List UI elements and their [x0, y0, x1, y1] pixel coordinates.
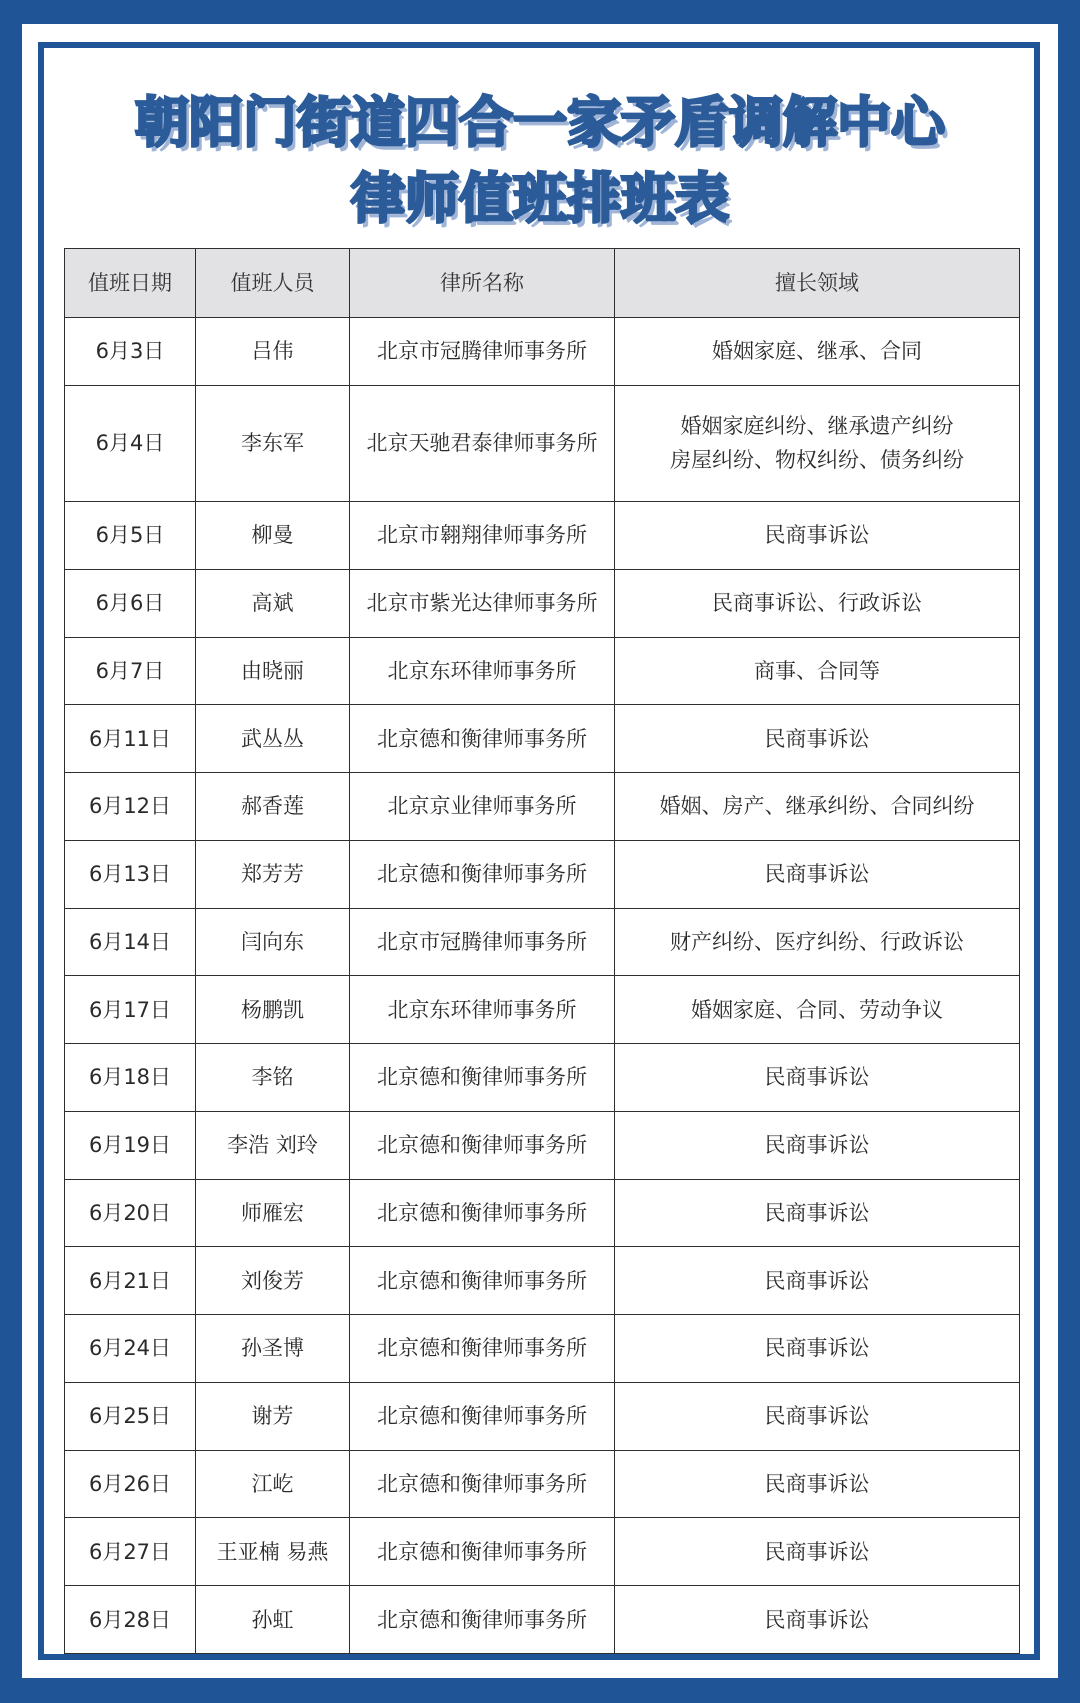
person-cell: 柳曼	[196, 502, 350, 570]
specialty-cell	[615, 1518, 1020, 1586]
specialty-cell	[615, 773, 1020, 841]
date-cell: 6月3日	[65, 318, 196, 386]
person-cell: 吕伟	[196, 318, 350, 386]
specialty-cell	[615, 1382, 1020, 1450]
specialty-line: 商事、合同等	[754, 658, 880, 683]
table-row	[65, 1450, 1020, 1518]
table-row	[65, 976, 1020, 1044]
table-row	[65, 1382, 1020, 1450]
table-row	[65, 318, 1020, 386]
person-cell: 江屹	[196, 1450, 350, 1518]
specialty-cell	[615, 318, 1020, 386]
firm-cell: 北京德和衡律师事务所	[350, 1518, 615, 1586]
date-cell: 6月12日	[65, 773, 196, 841]
person-cell: 高斌	[196, 569, 350, 637]
firm-cell: 北京德和衡律师事务所	[350, 705, 615, 773]
firm-cell: 北京天驰君泰律师事务所	[350, 385, 615, 501]
specialty-line: 民商事诉讼	[764, 1404, 870, 1429]
specialty-line: 民商事诉讼	[764, 1200, 870, 1225]
firm-cell: 北京德和衡律师事务所	[350, 1586, 615, 1654]
date-cell: 6月26日	[65, 1450, 196, 1518]
firm-cell: 北京德和衡律师事务所	[350, 1450, 615, 1518]
table-body	[65, 318, 1020, 1654]
specialty-cell	[615, 1179, 1020, 1247]
specialty-line: 民商事诉讼	[764, 523, 870, 548]
person-cell: 郑芳芳	[196, 840, 350, 908]
specialty-cell	[615, 908, 1020, 976]
specialty-cell	[615, 1450, 1020, 1518]
date-cell: 6月6日	[65, 569, 196, 637]
firm-cell: 北京东环律师事务所	[350, 976, 615, 1044]
date-cell: 6月13日	[65, 840, 196, 908]
specialty-line: 房屋纠纷、物权纠纷、债务纠纷	[670, 448, 964, 473]
table-row	[65, 502, 1020, 570]
table-row	[65, 1247, 1020, 1315]
specialty-line: 民商事诉讼	[764, 1268, 870, 1293]
header-person: 值班人员	[196, 249, 350, 318]
specialty-cell	[615, 705, 1020, 773]
date-cell: 6月17日	[65, 976, 196, 1044]
page-subtitle: 律师值班排班表	[351, 167, 729, 230]
specialty-line: 民商事诉讼	[764, 1065, 870, 1090]
table-row	[65, 705, 1020, 773]
specialty-cell	[615, 1586, 1020, 1654]
person-cell: 孙圣博	[196, 1315, 350, 1383]
person-cell: 谢芳	[196, 1382, 350, 1450]
person-cell: 杨鹏凯	[196, 976, 350, 1044]
specialty-line: 民商事诉讼	[764, 862, 870, 887]
table-row	[65, 1586, 1020, 1654]
person-cell: 李铭	[196, 1044, 350, 1112]
specialty-line: 民商事诉讼	[764, 1539, 870, 1564]
table-row	[65, 1315, 1020, 1383]
date-cell: 6月21日	[65, 1247, 196, 1315]
specialty-cell	[615, 569, 1020, 637]
firm-cell: 北京市翱翔律师事务所	[350, 502, 615, 570]
firm-cell: 北京市冠腾律师事务所	[350, 908, 615, 976]
header-specialty: 擅长领域	[615, 249, 1020, 318]
specialty-line: 婚姻家庭、继承、合同	[712, 339, 922, 364]
specialty-line: 民商事诉讼	[764, 1607, 870, 1632]
specialty-line: 民商事诉讼	[764, 1336, 870, 1361]
table-row	[65, 1518, 1020, 1586]
person-cell: 师雁宏	[196, 1179, 350, 1247]
header-date: 值班日期	[65, 249, 196, 318]
specialty-line: 民商事诉讼	[764, 726, 870, 751]
firm-cell: 北京德和衡律师事务所	[350, 1044, 615, 1112]
specialty-line: 婚姻、房产、继承纠纷、合同纠纷	[659, 794, 975, 819]
date-cell: 6月20日	[65, 1179, 196, 1247]
specialty-cell	[615, 1044, 1020, 1112]
specialty-cell	[615, 502, 1020, 570]
date-cell: 6月11日	[65, 705, 196, 773]
specialty-cell	[615, 1111, 1020, 1179]
person-cell: 由晓丽	[196, 637, 350, 705]
person-cell: 李东军	[196, 385, 350, 501]
firm-cell: 北京德和衡律师事务所	[350, 1315, 615, 1383]
firm-cell: 北京德和衡律师事务所	[350, 1179, 615, 1247]
table-header-row	[65, 249, 1020, 318]
table-row	[65, 773, 1020, 841]
date-cell: 6月7日	[65, 637, 196, 705]
person-cell: 李浩 刘玲	[196, 1111, 350, 1179]
specialty-cell	[615, 1315, 1020, 1383]
table-row	[65, 569, 1020, 637]
duty-roster-table	[64, 248, 1020, 1654]
specialty-line: 民商事诉讼	[764, 1133, 870, 1158]
table-row	[65, 840, 1020, 908]
person-cell: 刘俊芳	[196, 1247, 350, 1315]
firm-cell: 北京京业律师事务所	[350, 773, 615, 841]
specialty-line: 婚姻家庭纠纷、继承遗产纠纷	[680, 414, 954, 439]
table-row	[65, 908, 1020, 976]
firm-cell: 北京市冠腾律师事务所	[350, 318, 615, 386]
specialty-line: 民商事诉讼	[764, 1471, 870, 1496]
specialty-line: 婚姻家庭、合同、劳动争议	[691, 997, 943, 1022]
firm-cell: 北京德和衡律师事务所	[350, 1111, 615, 1179]
person-cell: 武丛丛	[196, 705, 350, 773]
date-cell: 6月25日	[65, 1382, 196, 1450]
table-row	[65, 637, 1020, 705]
table-row	[65, 1044, 1020, 1112]
date-cell: 6月14日	[65, 908, 196, 976]
firm-cell: 北京德和衡律师事务所	[350, 840, 615, 908]
date-cell: 6月18日	[65, 1044, 196, 1112]
specialty-line: 财产纠纷、医疗纠纷、行政诉讼	[670, 929, 964, 954]
date-cell: 6月19日	[65, 1111, 196, 1179]
person-cell: 郝香莲	[196, 773, 350, 841]
specialty-line: 民商事诉讼、行政诉讼	[712, 591, 922, 616]
table-row	[65, 1179, 1020, 1247]
specialty-cell	[615, 385, 1020, 501]
date-cell: 6月5日	[65, 502, 196, 570]
page-title: 朝阳门街道四合一家矛盾调解中心	[135, 91, 945, 154]
table-row	[65, 385, 1020, 501]
date-cell: 6月28日	[65, 1586, 196, 1654]
table-row	[65, 1111, 1020, 1179]
firm-cell: 北京市紫光达律师事务所	[350, 569, 615, 637]
specialty-cell	[615, 840, 1020, 908]
specialty-cell	[615, 1247, 1020, 1315]
person-cell: 闫向东	[196, 908, 350, 976]
date-cell: 6月27日	[65, 1518, 196, 1586]
header-firm: 律所名称	[350, 249, 615, 318]
specialty-cell	[615, 976, 1020, 1044]
date-cell: 6月24日	[65, 1315, 196, 1383]
person-cell: 孙虹	[196, 1586, 350, 1654]
date-cell: 6月4日	[65, 385, 196, 501]
firm-cell: 北京德和衡律师事务所	[350, 1247, 615, 1315]
specialty-cell	[615, 637, 1020, 705]
firm-cell: 北京东环律师事务所	[350, 637, 615, 705]
firm-cell: 北京德和衡律师事务所	[350, 1382, 615, 1450]
person-cell: 王亚楠 易燕	[196, 1518, 350, 1586]
